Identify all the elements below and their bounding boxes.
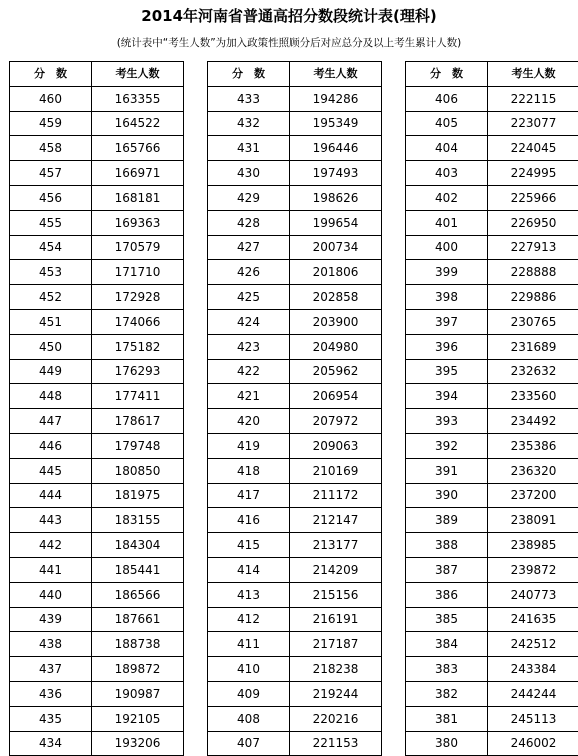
score-cell: 436 [10, 681, 92, 706]
count-cell: 170579 [92, 235, 184, 260]
table-row [406, 706, 578, 731]
table-row [10, 161, 184, 186]
score-cell: 457 [10, 161, 92, 186]
count-cell: 172928 [92, 285, 184, 310]
count-cell: 175182 [92, 334, 184, 359]
score-cell: 423 [208, 334, 290, 359]
table-row [406, 185, 578, 210]
count-cell: 226950 [488, 210, 578, 235]
score-cell: 447 [10, 409, 92, 434]
count-cell: 198626 [290, 185, 382, 210]
count-cell: 204980 [290, 334, 382, 359]
table-row [10, 111, 184, 136]
score-cell: 442 [10, 533, 92, 558]
table-row [406, 433, 578, 458]
table-row [406, 409, 578, 434]
score-cell: 401 [406, 210, 488, 235]
score-cell: 445 [10, 458, 92, 483]
count-cell: 203900 [290, 309, 382, 334]
table-header-row [208, 62, 382, 87]
score-cell: 429 [208, 185, 290, 210]
score-cell: 433 [208, 86, 290, 111]
score-cell: 385 [406, 607, 488, 632]
count-cell: 242512 [488, 632, 578, 657]
table-row [10, 309, 184, 334]
table-row [10, 210, 184, 235]
table-row [10, 136, 184, 161]
score-cell: 416 [208, 508, 290, 533]
score-cell: 424 [208, 309, 290, 334]
table-row [208, 136, 382, 161]
count-cell: 171710 [92, 260, 184, 285]
page-title: 2014年河南省普通高招分数段统计表(理科) [0, 6, 578, 26]
table-row [406, 557, 578, 582]
count-cell: 218238 [290, 657, 382, 682]
score-cell: 454 [10, 235, 92, 260]
table-header-row [10, 62, 184, 87]
count-cell: 232632 [488, 359, 578, 384]
table-row [406, 681, 578, 706]
count-cell: 243384 [488, 657, 578, 682]
count-cell: 238091 [488, 508, 578, 533]
score-cell: 448 [10, 384, 92, 409]
count-cell: 202858 [290, 285, 382, 310]
count-cell: 219244 [290, 681, 382, 706]
count-cell: 163355 [92, 86, 184, 111]
score-cell: 397 [406, 309, 488, 334]
count-cell: 192105 [92, 706, 184, 731]
score-cell: 405 [406, 111, 488, 136]
count-cell: 210169 [290, 458, 382, 483]
count-cell: 207972 [290, 409, 382, 434]
score-cell: 383 [406, 657, 488, 682]
score-cell: 398 [406, 285, 488, 310]
score-cell: 441 [10, 557, 92, 582]
count-cell: 217187 [290, 632, 382, 657]
score-cell: 431 [208, 136, 290, 161]
count-cell: 209063 [290, 433, 382, 458]
score-cell: 404 [406, 136, 488, 161]
score-cell: 395 [406, 359, 488, 384]
count-cell: 224045 [488, 136, 578, 161]
count-cell: 245113 [488, 706, 578, 731]
table-row [10, 409, 184, 434]
score-column-header: 分 数 [406, 62, 488, 87]
count-cell: 220216 [290, 706, 382, 731]
count-cell: 186566 [92, 582, 184, 607]
table-row [208, 458, 382, 483]
score-cell: 382 [406, 681, 488, 706]
count-cell: 168181 [92, 185, 184, 210]
table-row [10, 185, 184, 210]
count-cell: 197493 [290, 161, 382, 186]
table-row [10, 533, 184, 558]
count-cell: 180850 [92, 458, 184, 483]
score-cell: 460 [10, 86, 92, 111]
score-cell: 456 [10, 185, 92, 210]
count-cell: 165766 [92, 136, 184, 161]
count-cell: 225966 [488, 185, 578, 210]
count-cell: 222115 [488, 86, 578, 111]
score-cell: 392 [406, 433, 488, 458]
table-row [208, 334, 382, 359]
count-cell: 211172 [290, 483, 382, 508]
score-cell: 403 [406, 161, 488, 186]
score-cell: 393 [406, 409, 488, 434]
count-cell: 193206 [92, 731, 184, 756]
score-cell: 409 [208, 681, 290, 706]
score-cell: 415 [208, 533, 290, 558]
table-row [208, 409, 382, 434]
score-cell: 434 [10, 731, 92, 756]
count-cell: 234492 [488, 409, 578, 434]
table-row [10, 359, 184, 384]
score-cell: 389 [406, 508, 488, 533]
table-row [10, 557, 184, 582]
count-cell: 188738 [92, 632, 184, 657]
count-cell: 189872 [92, 657, 184, 682]
table-row [208, 657, 382, 682]
table-row [10, 260, 184, 285]
table-row [208, 508, 382, 533]
count-cell: 183155 [92, 508, 184, 533]
table-row [406, 359, 578, 384]
score-cell: 390 [406, 483, 488, 508]
table-row [208, 483, 382, 508]
table-row [406, 285, 578, 310]
score-cell: 410 [208, 657, 290, 682]
score-table-3 [405, 61, 578, 756]
score-cell: 452 [10, 285, 92, 310]
table-row [10, 86, 184, 111]
table-row [10, 235, 184, 260]
table-row [406, 483, 578, 508]
table-row [406, 136, 578, 161]
score-cell: 400 [406, 235, 488, 260]
score-cell: 430 [208, 161, 290, 186]
score-cell: 446 [10, 433, 92, 458]
table-row [406, 384, 578, 409]
count-cell: 169363 [92, 210, 184, 235]
count-cell: 236320 [488, 458, 578, 483]
count-cell: 174066 [92, 309, 184, 334]
count-cell: 194286 [290, 86, 382, 111]
score-cell: 419 [208, 433, 290, 458]
table-row [208, 359, 382, 384]
table-row [208, 384, 382, 409]
table-header-row [406, 62, 578, 87]
table-row [406, 111, 578, 136]
score-cell: 439 [10, 607, 92, 632]
score-cell: 435 [10, 706, 92, 731]
score-cell: 402 [406, 185, 488, 210]
count-cell: 205962 [290, 359, 382, 384]
score-cell: 413 [208, 582, 290, 607]
count-cell: 224995 [488, 161, 578, 186]
score-column-header: 分 数 [10, 62, 92, 87]
count-cell: 200734 [290, 235, 382, 260]
score-cell: 412 [208, 607, 290, 632]
count-cell: 227913 [488, 235, 578, 260]
table-row [208, 731, 382, 756]
table-row [406, 334, 578, 359]
table-row [10, 731, 184, 756]
score-cell: 427 [208, 235, 290, 260]
table-row [406, 632, 578, 657]
table-row [406, 508, 578, 533]
table-row [208, 681, 382, 706]
table-row [208, 161, 382, 186]
count-cell: 179748 [92, 433, 184, 458]
table-row [208, 706, 382, 731]
score-cell: 449 [10, 359, 92, 384]
score-cell: 459 [10, 111, 92, 136]
count-cell: 231689 [488, 334, 578, 359]
table-row [406, 582, 578, 607]
score-cell: 388 [406, 533, 488, 558]
count-cell: 246002 [488, 731, 578, 756]
table-row [406, 161, 578, 186]
score-cell: 420 [208, 409, 290, 434]
count-cell: 185441 [92, 557, 184, 582]
count-cell: 190987 [92, 681, 184, 706]
count-cell: 237200 [488, 483, 578, 508]
score-cell: 426 [208, 260, 290, 285]
table-row [10, 607, 184, 632]
score-cell: 418 [208, 458, 290, 483]
table-row [208, 309, 382, 334]
count-cell: 184304 [92, 533, 184, 558]
table-row [406, 607, 578, 632]
score-cell: 411 [208, 632, 290, 657]
table-row [406, 458, 578, 483]
table-row [406, 309, 578, 334]
table-row [208, 607, 382, 632]
table-row [10, 681, 184, 706]
score-cell: 444 [10, 483, 92, 508]
score-cell: 443 [10, 508, 92, 533]
count-cell: 187661 [92, 607, 184, 632]
table-row [10, 334, 184, 359]
score-cell: 384 [406, 632, 488, 657]
table-row [406, 86, 578, 111]
count-cell: 164522 [92, 111, 184, 136]
score-cell: 425 [208, 285, 290, 310]
score-cell: 437 [10, 657, 92, 682]
count-cell: 196446 [290, 136, 382, 161]
count-cell: 229886 [488, 285, 578, 310]
count-cell: 241635 [488, 607, 578, 632]
score-cell: 428 [208, 210, 290, 235]
table-row [10, 483, 184, 508]
table-row [208, 433, 382, 458]
score-cell: 421 [208, 384, 290, 409]
count-cell: 166971 [92, 161, 184, 186]
score-cell: 422 [208, 359, 290, 384]
score-table-1 [9, 61, 184, 756]
score-cell: 407 [208, 731, 290, 756]
table-row [208, 632, 382, 657]
score-table-2 [207, 61, 382, 756]
score-cell: 408 [208, 706, 290, 731]
count-cell: 228888 [488, 260, 578, 285]
table-row [208, 86, 382, 111]
count-cell: 240773 [488, 582, 578, 607]
count-cell: 239872 [488, 557, 578, 582]
table-row [208, 185, 382, 210]
table-row [10, 632, 184, 657]
score-cell: 394 [406, 384, 488, 409]
count-cell: 176293 [92, 359, 184, 384]
count-cell: 233560 [488, 384, 578, 409]
table-row [10, 458, 184, 483]
table-row [208, 111, 382, 136]
count-cell: 230765 [488, 309, 578, 334]
table-row [208, 235, 382, 260]
count-cell: 206954 [290, 384, 382, 409]
count-cell: 177411 [92, 384, 184, 409]
table-row [208, 285, 382, 310]
count-cell: 235386 [488, 433, 578, 458]
count-cell: 238985 [488, 533, 578, 558]
count-cell: 223077 [488, 111, 578, 136]
score-cell: 455 [10, 210, 92, 235]
table-row [10, 508, 184, 533]
count-cell: 199654 [290, 210, 382, 235]
score-cell: 396 [406, 334, 488, 359]
table-row [10, 582, 184, 607]
score-cell: 399 [406, 260, 488, 285]
score-cell: 386 [406, 582, 488, 607]
count-cell: 195349 [290, 111, 382, 136]
count-cell: 178617 [92, 409, 184, 434]
count-cell: 214209 [290, 557, 382, 582]
count-cell: 213177 [290, 533, 382, 558]
table-row [10, 433, 184, 458]
table-row [10, 384, 184, 409]
score-cell: 458 [10, 136, 92, 161]
score-cell: 381 [406, 706, 488, 731]
score-column-header: 分 数 [208, 62, 290, 87]
count-column-header: 考生人数 [290, 62, 382, 87]
score-cell: 414 [208, 557, 290, 582]
table-row [406, 533, 578, 558]
score-cell: 417 [208, 483, 290, 508]
table-row [406, 235, 578, 260]
count-cell: 244244 [488, 681, 578, 706]
table-row [10, 657, 184, 682]
table-row [10, 706, 184, 731]
score-cell: 406 [406, 86, 488, 111]
table-row [406, 731, 578, 756]
score-cell: 451 [10, 309, 92, 334]
score-cell: 432 [208, 111, 290, 136]
table-row [406, 657, 578, 682]
count-cell: 181975 [92, 483, 184, 508]
table-row [406, 210, 578, 235]
count-cell: 201806 [290, 260, 382, 285]
score-cell: 391 [406, 458, 488, 483]
table-row [208, 210, 382, 235]
count-cell: 212147 [290, 508, 382, 533]
count-cell: 215156 [290, 582, 382, 607]
score-cell: 453 [10, 260, 92, 285]
table-row [208, 582, 382, 607]
count-column-header: 考生人数 [92, 62, 184, 87]
count-cell: 216191 [290, 607, 382, 632]
score-cell: 450 [10, 334, 92, 359]
score-cell: 387 [406, 557, 488, 582]
count-cell: 221153 [290, 731, 382, 756]
score-cell: 438 [10, 632, 92, 657]
page-subtitle: (统计表中“考生人数”为加入政策性照顾分后对应总分及以上考生累计人数) [0, 35, 578, 51]
table-row [208, 533, 382, 558]
table-row [406, 260, 578, 285]
table-row [208, 557, 382, 582]
table-row [10, 285, 184, 310]
table-row [208, 260, 382, 285]
score-cell: 440 [10, 582, 92, 607]
score-cell: 380 [406, 731, 488, 756]
count-column-header: 考生人数 [488, 62, 578, 87]
